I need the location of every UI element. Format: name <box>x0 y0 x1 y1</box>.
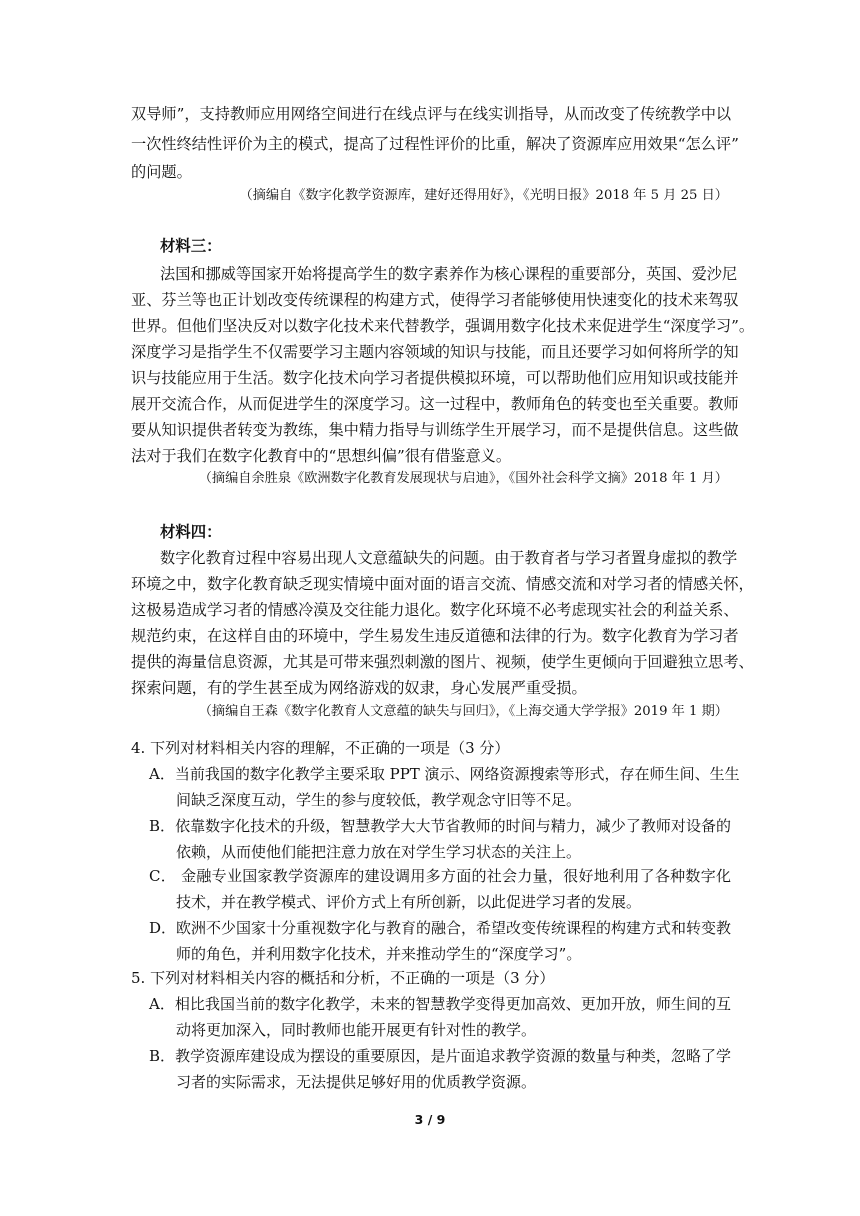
paragraph-line: 一次性终结性评价为主的模式，提高了过程性评价的比重，解决了资源库应用效果“怎么评” <box>131 135 739 153</box>
paragraph-line: 双导师”，支持教师应用网络空间进行在线点评与在线实训指导，从而改变了传统教学中以 <box>131 105 732 123</box>
source-citation: （摘编自余胜泉《欧洲数字化教育发展现状与启迪》，《国外社会科学文摘》2018 年 1 月） <box>198 471 728 486</box>
paragraph-line: 数字化教育过程中容易出现人文意蕴缺失的问题。由于教育者与学习者置身虚拟的教学 <box>160 549 738 567</box>
source-citation: （摘编自王森《数字化教育人文意蕴的缺失与回归》，《上海交通大学学报》2019 年 1 期） <box>198 704 728 719</box>
paragraph-line: 提供的海量信息资源，尤其是可带来强烈刺激的图片、视频，使学生更倾向于回避独立思考、 <box>131 653 754 671</box>
paragraph-line: 展开交流合作，从而促进学生的深度学习。这一过程中，教师角色的转变也至关重要。教师 <box>131 395 739 413</box>
question-5-stem: 5. 下列对材料相关内容的概括和分析，不正确的一项是（3 分） <box>131 969 555 987</box>
question-4-option-b-cont: 依赖，从而使他们能把注意力放在对学生学习状态的关注上。 <box>176 843 582 861</box>
paragraph-line: 识与技能应用于生活。数字化技术向学习者提供模拟环境，可以帮助他们应用知识或技能并 <box>131 369 739 387</box>
paragraph-line: 要从知识提供者转变为教练，集中精力指导与训练学生开展学习，而不是提供信息。这些做 <box>131 421 739 439</box>
question-4-option-b: B．依靠数字化技术的升级，智慧教学大大节省教师的时间与精力，减少了教师对设备的 <box>149 817 731 835</box>
question-5-option-a-cont: 动将更加深入，同时教师也能开展更有针对性的教学。 <box>176 1021 537 1039</box>
paragraph-line: 深度学习是指学生不仅需要学习主题内容领域的知识与技能，而且还要学习如何将所学的知 <box>131 343 739 361</box>
question-4-option-d-cont: 师的角色，并利用数字化技术，并来推动学生的“深度学习”。 <box>176 945 582 963</box>
page-number: 3 / 9 <box>414 1112 446 1127</box>
material-3-heading: 材料三： <box>160 237 222 255</box>
paragraph-line: 亚、芬兰等也正计划改变传统课程的构建方式，使得学习者能够使用快速变化的技术来驾驭 <box>131 291 739 309</box>
question-4-option-a-cont: 间缺乏深度互动，学生的参与度较低，教学观念守旧等不足。 <box>176 791 582 809</box>
source-citation: （摘编自《数字化教学资源库，建好还得用好》，《光明日报》2018 年 5 月 25 日） <box>239 188 728 203</box>
paragraph-line: 的问题。 <box>131 163 192 181</box>
question-5-option-b: B．教学资源库建设成为摆设的重要原因，是片面追求教学资源的数量与种类，忽略了学 <box>149 1047 731 1065</box>
paragraph-line: 这极易造成学习者的情感冷漠及交往能力退化。数字化环境不必考虑现实社会的利益关系、 <box>131 601 739 619</box>
question-4-stem: 4. 下列对材料相关内容的理解，不正确的一项是（3 分） <box>131 739 510 757</box>
paragraph-line: 法对于我们在数字化教育中的“思想纠偏”很有借鉴意义。 <box>131 447 512 465</box>
question-4-option-c: C． 金融专业国家教学资源库的建设调用多方面的社会力量，很好地利用了各种数字化 <box>149 867 731 885</box>
question-4-option-c-cont: 技术，并在教学模式、评价方式上有所创新，以此促进学习者的发展。 <box>176 893 642 911</box>
paragraph-line: 法国和挪威等国家开始将提高学生的数字素养作为核心课程的重要部分，英国、爱沙尼 <box>160 265 738 283</box>
question-4-option-d: D．欧洲不少国家十分重视数字化与教育的融合，希望改变传统课程的构建方式和转变教 <box>149 919 732 937</box>
paragraph-line: 环境之中，数字化教育缺乏现实情境中面对面的语言交流、情感交流和对学习者的情感关怀， <box>131 575 754 593</box>
question-4-option-a: A．当前我国的数字化教学主要采取 PPT 演示、网络资源搜索等形式，存在师生间、生生 <box>149 765 740 783</box>
material-4-heading: 材料四： <box>160 523 222 541</box>
paragraph-line: 探索问题，有的学生甚至成为网络游戏的奴隶，身心发展严重受损。 <box>131 679 587 697</box>
question-5-option-a: A．相比我国当前的数字化教学，未来的智慧教学变得更加高效、更加开放，师生间的互 <box>149 995 731 1013</box>
paragraph-line: 世界。但他们坚决反对以数字化技术来代替教学，强调用数字化技术来促进学生“深度学习”。 <box>131 317 755 335</box>
paragraph-line: 规范约束，在这样自由的环境中，学生易发生违反道德和法律的行为。数字化教育为学习者 <box>131 627 739 645</box>
question-5-option-b-cont: 习者的实际需求，无法提供足够好用的优质教学资源。 <box>176 1073 537 1091</box>
